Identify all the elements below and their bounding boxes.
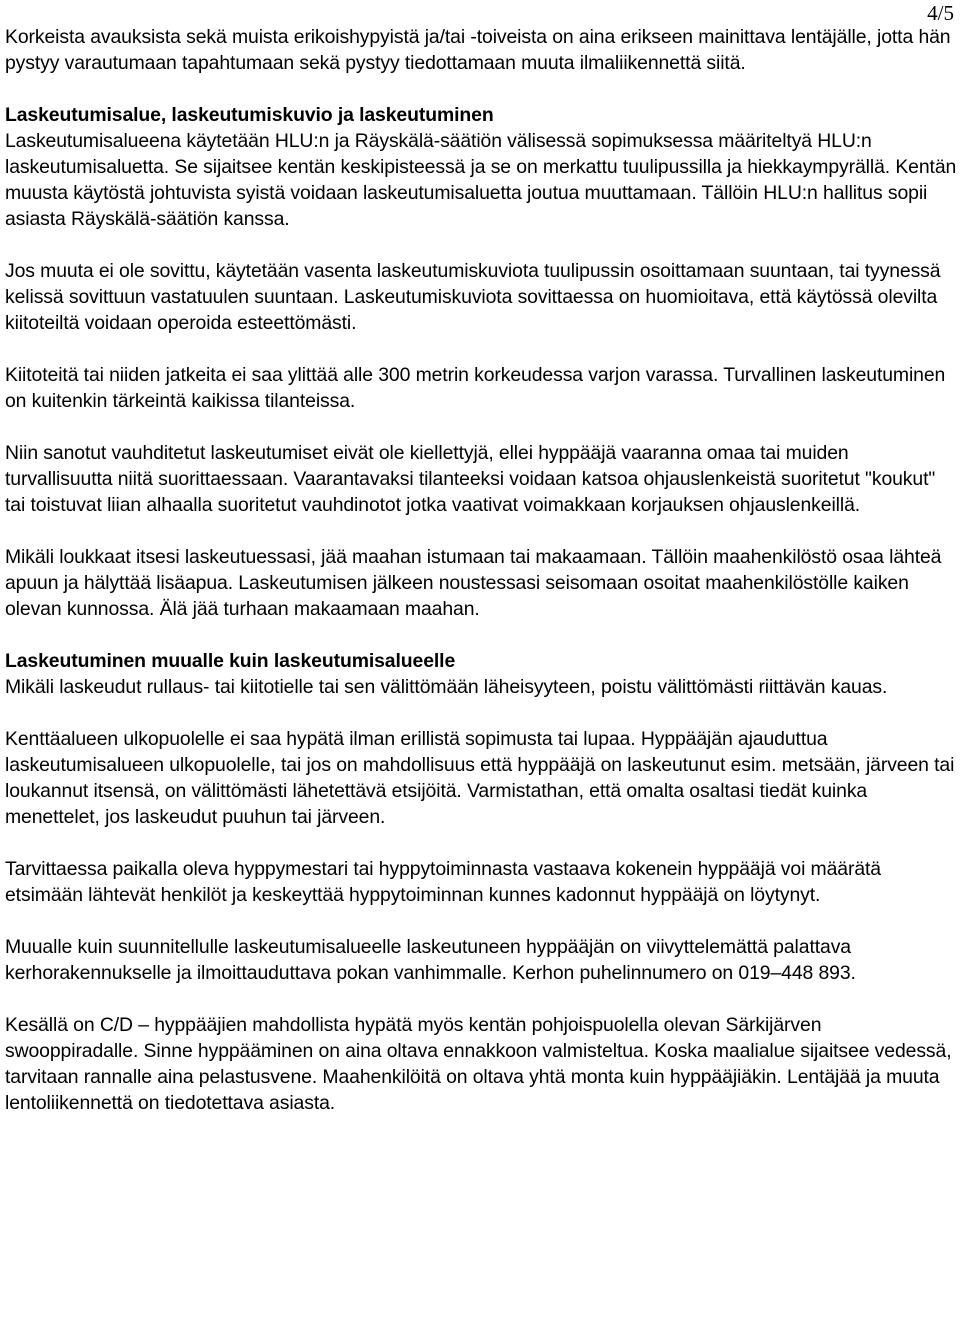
section-off-landing [5, 648, 957, 700]
paragraph-search [5, 856, 957, 908]
paragraph-special-jumps [5, 24, 957, 76]
paragraph-text: Kesällä on C/D – hyppääjien mahdollista hypätä myös kentän pohjoispuolella olevan Särkijärven swooppiradalle. Sinne hyppääminen on aina oltava ennakkoon valmisteltua. Koska maalialue sijaitsee vedessä, tarvitaan rannalle aina pelastusvene. Maahenkilöitä on oltava yhtä monta kuin hyppääjiäkin. Lentäjää ja muuta lentoliikennettä on tiedotettava asiasta. [5, 1014, 952, 1114]
page-number: 4/5 [927, 1, 954, 25]
paragraph-text: Korkeista avauksista sekä muista erikoishypyistä ja/tai -toiveista on aina erikseen mainittava lentäjälle, jotta hän pystyy varautumaan tapahtumaan sekä pystyy tiedottamaan muuta ilmaliikennettä siitä. [5, 26, 951, 74]
document-body [5, 24, 957, 1142]
paragraph-swoop-pond [5, 1012, 957, 1116]
paragraph-outside-area [5, 726, 957, 830]
paragraph-runways [5, 362, 957, 414]
paragraph-text: Kenttäalueen ulkopuolelle ei saa hypätä ilman erillistä sopimusta tai lupaa. Hyppääjän ajauduttua laskeutumisalueen ulkopuolelle, tai jos on mahdollisuus että hyppääjä on laskeutunut esim. metsään, järveen tai loukannut itsensä, on välittömästi lähetettävä etsijöitä. Varmistathan, että omalta osaltasi tiedät kuinka menettelet, jos laskeudut puuhun tai järveen. [5, 728, 955, 828]
paragraph-landing-pattern [5, 258, 957, 336]
paragraph-text: Jos muuta ei ole sovittu, käytetään vasenta laskeutumiskuviota tuulipussin osoittamaan suuntaan, tai tyynessä kelissä sovittuun vastatuulen suuntaan. Laskeutumiskuviota sovittaessa on huomioitava, että käytössä olevilta kiitoteiltä voidaan operoida esteettömästi. [5, 260, 941, 334]
paragraph-injury [5, 544, 957, 622]
paragraph-swoop-landings [5, 440, 957, 518]
section-landing-area [5, 102, 957, 232]
paragraph-report [5, 934, 957, 986]
paragraph-text: Niin sanotut vauhditetut laskeutumiset eivät ole kiellettyjä, ellei hyppääjä vaaranna omaa tai muiden turvallisuutta niitä suorittaessaan. Vaarantavaksi tilanteeksi voidaan katsoa ohjauslenkeistä suoritetut "koukut" tai toistuvat liian alhaalla suoritetut vauhdinotot jotka vaativat voimakkaan korjauksen ohjauslenkeillä. [5, 442, 936, 516]
paragraph-text: Tarvittaessa paikalla oleva hyppymestari tai hyppytoiminnasta vastaava kokenein hyppääjä voi määrätä etsimään lähtevät henkilöt ja keskeyttää hyppytoiminnan kunnes kadonnut hyppääjä on löytynyt. [5, 858, 881, 906]
paragraph-text: Muualle kuin suunnitellulle laskeutumisalueelle laskeutuneen hyppääjän on viivyttelemättä palattava kerhorakennukselle ja ilmoittauduttava pokan vanhimmalle. Kerhon puhelinnumero on 019–448 893. [5, 936, 856, 984]
paragraph-text: Kiitoteitä tai niiden jatkeita ei saa ylittää alle 300 metrin korkeudessa varjon varassa. Turvallinen laskeutuminen on kuitenkin tärkeintä kaikissa tilanteissa. [5, 364, 946, 412]
section-heading: Laskeutuminen muualle kuin laskeutumisalueelle [5, 650, 456, 672]
section-heading: Laskeutumisalue, laskeutumiskuvio ja laskeutuminen [5, 104, 494, 126]
paragraph-text: Mikäli laskeudut rullaus- tai kiitotielle tai sen välittömään läheisyyteen, poistu välittömästi riittävän kauas. [5, 676, 888, 698]
paragraph-text: Laskeutumisalueena käytetään HLU:n ja Räyskälä-säätiön välisessä sopimuksessa määriteltyä HLU:n laskeutumisaluetta. Se sijaitsee kentän keskipisteessä ja se on merkattu tuulipussilla ja hiekkaympyrällä. Kentän muusta käytöstä johtuvista syistä voidaan laskeutumisaluetta joutua muuttamaan. Tällöin HLU:n hallitus sopii asiasta Räyskälä-säätiön kanssa. [5, 130, 957, 230]
paragraph-text: Mikäli loukkaat itsesi laskeutuessasi, jää maahan istumaan tai makaamaan. Tällöin maahenkilöstö osaa lähteä apuun ja hälyttää lisäapua. Laskeutumisen jälkeen noustessasi seisomaan osoitat maahenkilöstölle kaiken olevan kunnossa. Älä jää turhaan makaamaan maahan. [5, 546, 942, 620]
